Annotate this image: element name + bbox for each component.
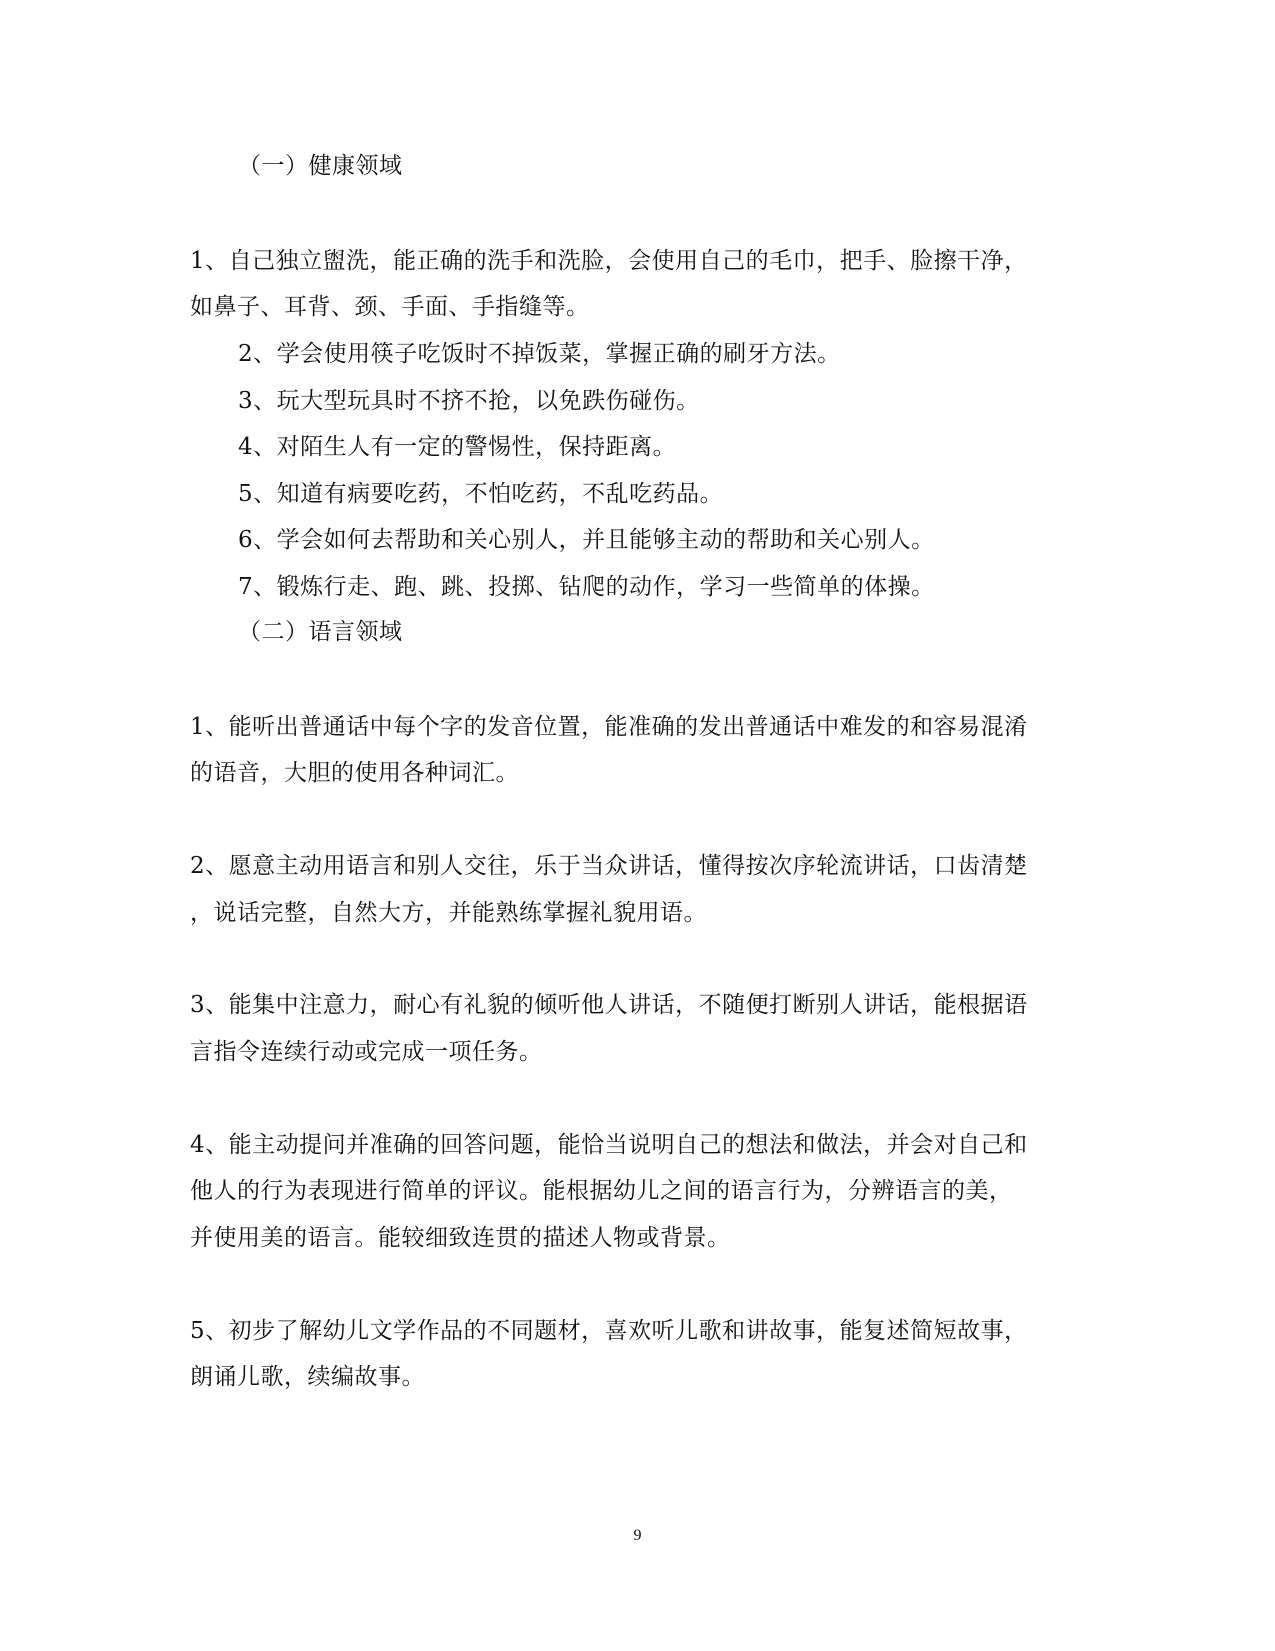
- language-section-heading: （二）语言领域: [238, 619, 403, 645]
- language-item-2-line-1: 2、愿意主动用语言和别人交往，乐于当众讲话，懂得按次序轮流讲话，口齿清楚: [190, 853, 1028, 879]
- health-item-5: 5、知道有病要吃药，不怕吃药，不乱吃药品。: [238, 481, 724, 507]
- language-item-5-line-2: 朗诵儿歌，续编故事。: [190, 1364, 425, 1390]
- language-item-1-line-2: 的语音，大胆的使用各种词汇。: [190, 760, 519, 786]
- language-item-1-line-1: 1、能听出普通话中每个字的发音位置，能准确的发出普通话中难发的和容易混淆: [190, 714, 1028, 740]
- page-number: 9: [633, 1527, 642, 1544]
- health-item-3: 3、玩大型玩具时不挤不抢，以免跌伤碰伤。: [238, 388, 700, 414]
- language-item-3-line-1: 3、能集中注意力，耐心有礼貌的倾听他人讲话，不随便打断别人讲话，能根据语: [190, 992, 1028, 1018]
- language-item-4-line-3: 并使用美的语言。能较细致连贯的描述人物或背景。: [190, 1225, 731, 1251]
- language-item-5-line-1: 5、初步了解幼儿文学作品的不同题材，喜欢听儿歌和讲故事，能复述简短故事，: [190, 1318, 1028, 1344]
- health-item-6: 6、学会如何去帮助和关心别人，并且能够主动的帮助和关心别人。: [238, 527, 935, 553]
- language-item-2-line-2: ，说话完整，自然大方，并能熟练掌握礼貌用语。: [190, 900, 707, 926]
- health-item-7: 7、锻炼行走、跑、跳、投掷、钻爬的动作，学习一些简单的体操。: [238, 574, 935, 600]
- language-item-4-line-2: 他人的行为表现进行简单的评议。能根据幼儿之间的语言行为，分辨语言的美，: [190, 1178, 1013, 1204]
- language-item-3-line-2: 言指令连续行动或完成一项任务。: [190, 1039, 543, 1065]
- language-item-4-line-1: 4、能主动提问并准确的回答问题，能恰当说明自己的想法和做法，并会对自己和: [190, 1132, 1028, 1158]
- health-item-2: 2、学会使用筷子吃饭时不掉饭菜，掌握正确的刷牙方法。: [238, 341, 841, 367]
- health-item-1-line-1: 1、自己独立盥洗，能正确的洗手和洗脸，会使用自己的毛巾，把手、脸擦干净，: [190, 248, 1028, 274]
- health-item-4: 4、对陌生人有一定的警惕性，保持距离。: [238, 434, 677, 460]
- health-section-heading: （一）健康领域: [238, 153, 403, 179]
- health-item-1-line-2: 如鼻子、耳背、颈、手面、手指缝等。: [190, 294, 590, 320]
